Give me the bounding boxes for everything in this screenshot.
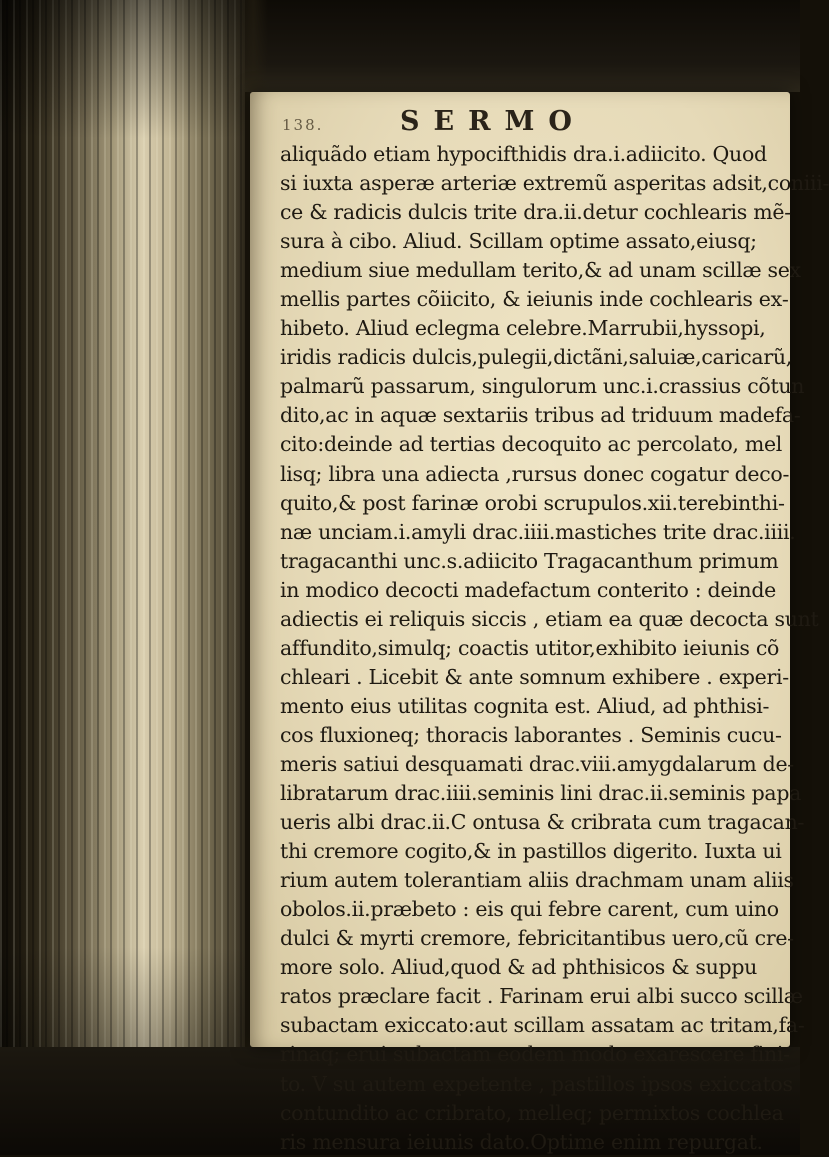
text-line: contundito ac cribrato, melleq; permixtos cochlea <box>280 1100 784 1125</box>
text-line: in modico decocti madefactum conterito : deinde <box>280 577 776 602</box>
text-line: dulci & myrti cremore, febricitantibus uero,cũ cre‑ <box>280 926 794 951</box>
text-line: tragacanthi unc.s.adiicito Tragacanthum primum <box>280 548 779 573</box>
text-line: cito:deinde ad tertias decoquito ac percolato, mel <box>280 432 783 457</box>
text-line: næ unciam.i.amyli drac.iiii.mastiches trite drac.iiii. <box>280 519 796 544</box>
text-line: rium autem tolerantiam aliis drachmam unam aliis <box>280 868 794 893</box>
page-header <box>250 100 790 137</box>
text-line: ce & radicis dulcis trite dra.ii.detur cochlearis mẽ‑ <box>280 200 791 225</box>
text-line: chleari . Licebit & ante somnum exhibere . experi‑ <box>280 664 789 689</box>
text-line: mento eius utilitas cognita est. Aliud, ad phthisi‑ <box>280 693 770 718</box>
text-line: ris mensura ieiunis dato.Optime enim repurgat. <box>280 1129 763 1154</box>
text-line: thi cremore cogito,& in pastillos digerito. Iuxta ui <box>280 839 782 864</box>
text-line: subactam exiccato:aut scillam assatam ac tritam,fa‑ <box>280 1013 805 1038</box>
text-line: aliquãdo etiam hypocifthidis dra.i.adiicito. Quod <box>280 142 767 166</box>
text-line: medium siue medullam terito,& ad unam scillæ sex <box>280 258 801 283</box>
text-line: ratos præclare facit . Farinam erui albi succo scillæ <box>280 984 803 1009</box>
text-line: libratarum drac.iiii.seminis lini drac.ii.seminis papa <box>280 781 802 806</box>
fore-edge-shadow <box>0 0 245 1155</box>
body-text <box>280 140 829 1157</box>
text-line: adiectis ei reliquis siccis , etiam ea quæ decocta sunt <box>280 606 819 631</box>
text-line: to. V su autem expetente , pastillos ipsos exiccatos <box>280 1071 793 1096</box>
text-line: si iuxta asperæ arteriæ extremũ asperitas adsit,coniii‑ <box>280 171 829 196</box>
text-line: more solo. Aliud,quod & ad phthisicos & suppu <box>280 955 758 980</box>
text-line: mellis partes cõiicito, & ieiunis inde cochlearis ex‑ <box>280 287 789 312</box>
text-line: obolos.ii.præbeto : eis qui febre carent, cum uino <box>280 897 779 922</box>
text-line: sura à cibo. Aliud. Scillam optime assato,eiusq; <box>280 229 757 254</box>
book-page <box>250 92 829 1154</box>
page-number: 138. <box>282 116 324 134</box>
text-line: ueris albi drac.ii.C ontusa & cribrata cum tragacan‑ <box>280 810 805 835</box>
text-line: meris satiui desquamati drac.viii.amygdalarum de‑ <box>280 751 794 776</box>
running-head: SERMO <box>400 106 586 137</box>
text-line: quito,& post farinæ orobi scrupulos.xii.terebinthi‑ <box>280 490 785 515</box>
text-line: dito,ac in aquæ sextariis tribus ad triduum madefa‑ <box>280 403 801 428</box>
text-line: cos fluxioneq; thoracis laborantes . Seminis cucu‑ <box>280 722 782 747</box>
text-line: affundito,simulq; coactis utitor,exhibito ieiunis cõ <box>280 635 780 660</box>
text-line: lisq; libra una adiecta ,rursus donec cogatur deco‑ <box>280 461 790 486</box>
text-line: palmarũ passarum, singulorum unc.i.crassius cõtun <box>280 374 805 399</box>
text-line: rinaq; erui subactam eodem modo exarescere fini‑ <box>280 1042 790 1067</box>
text-line: iridis radicis dulcis,pulegii,dictãni,saluiæ,caricarũ, <box>280 345 792 370</box>
text-line: hibeto. Aliud eclegma celebre.Marrubii,hyssopi, <box>280 316 766 341</box>
